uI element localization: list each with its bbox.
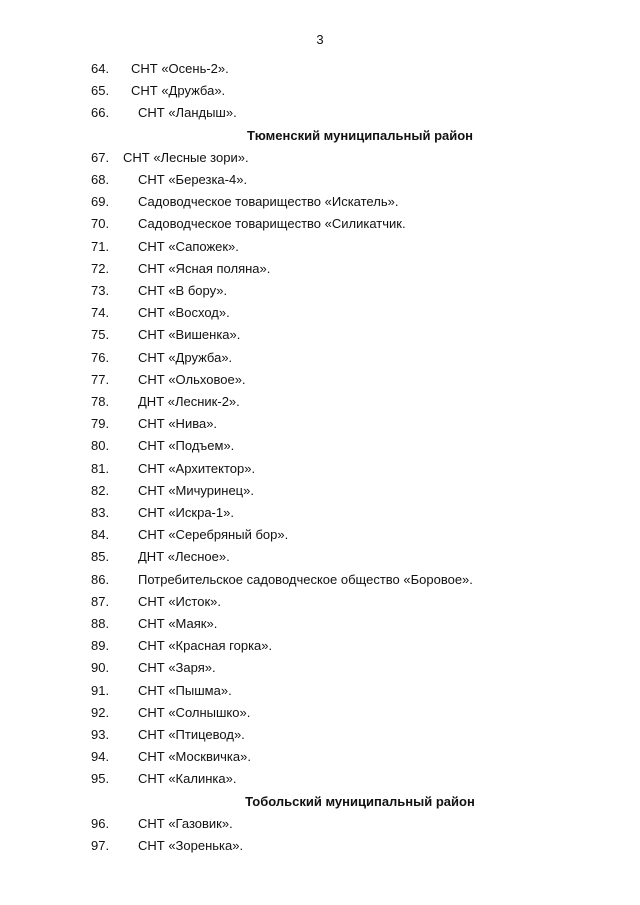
page-number: 3 [316, 32, 324, 47]
list-item-text: СНТ «Калинка». [138, 771, 237, 787]
list-item-number: 95. [91, 771, 110, 787]
list-item [0, 415, 640, 437]
list-item-number: 84. [91, 527, 110, 543]
list-item [0, 238, 640, 260]
list-item-number: 83. [91, 505, 110, 520]
list-item-text: СНТ «Дружба». [131, 83, 226, 99]
list-item-number: 96. [91, 815, 110, 831]
list-item-text: ДНТ «Лесник-2». [138, 394, 240, 409]
list-item-number: 72. [91, 260, 110, 276]
list-item [0, 326, 640, 348]
list-item-text: СНТ «Подъем». [138, 438, 235, 454]
list-item-number: 74. [91, 305, 110, 321]
list-item [0, 593, 640, 615]
list-item [0, 726, 640, 748]
list-item [0, 748, 640, 770]
list-item-text: СНТ «Газовик». [138, 815, 233, 831]
section-heading: Тобольский муниципальный район [245, 793, 475, 809]
list-item-number: 91. [91, 682, 110, 698]
list-item-number: 80. [91, 438, 110, 454]
list-item-number: 81. [91, 460, 110, 476]
list-item-text: СНТ «Красная горка». [138, 638, 273, 654]
list-item-number: 86. [91, 571, 110, 587]
list-item-number: 70. [91, 216, 110, 232]
list-item-text: СНТ «Серебряный бор». [138, 527, 289, 543]
list-item-text: СНТ «Сапожек». [138, 238, 239, 254]
list-item-text: Потребительское садоводческое общество «Боровое». [138, 571, 473, 587]
list-item [0, 304, 640, 326]
list-item [0, 82, 640, 104]
list-item [0, 482, 640, 504]
list-item-number: 97. [91, 838, 110, 853]
list-item [0, 437, 640, 459]
list-item-number: 69. [91, 194, 110, 210]
list-item-text: СНТ «Дружба». [138, 349, 233, 365]
list-item [0, 615, 640, 637]
list-item [0, 393, 640, 415]
list-item-number: 90. [91, 660, 110, 676]
list-item-text: Садоводческое товарищество «Силикатчик. [138, 216, 406, 232]
list-item-text: СНТ «Маяк». [138, 616, 218, 631]
list-item-number: 88. [91, 616, 110, 631]
list-item-text: СНТ «Вишенка». [138, 327, 241, 343]
list-item-number: 79. [91, 416, 110, 432]
list-item-text: СНТ «Ландыш». [138, 105, 237, 121]
list-item-text: СНТ «Мичуринец». [138, 482, 254, 498]
list-item-text: СНТ «Птицевод». [138, 727, 245, 742]
section-heading: Тюменский муниципальный район [246, 127, 474, 143]
list-item-text: СНТ «Лесные зори». [123, 149, 249, 165]
list-item [0, 215, 640, 237]
list-item [0, 659, 640, 681]
list-item [0, 815, 640, 837]
list-item [0, 371, 640, 393]
list-item [0, 526, 640, 548]
list-item [0, 349, 640, 371]
list-item [0, 704, 640, 726]
list-item-text: СНТ «Искра-1». [138, 505, 234, 520]
list-item-number: 68. [91, 172, 110, 187]
list-item-text: СНТ «Ольховое». [138, 371, 246, 387]
list-item-number: 82. [91, 482, 110, 498]
list-item-number: 73. [91, 283, 110, 298]
list-item-number: 85. [91, 549, 110, 565]
list-item-text: СНТ «Архитектор». [138, 460, 256, 476]
list-item-number: 89. [91, 638, 110, 654]
list-item-number: 78. [91, 394, 110, 409]
list-item [0, 460, 640, 482]
list-item [0, 504, 640, 526]
list-item-number: 92. [91, 704, 110, 720]
list-item-text: Садоводческое товарищество «Искатель». [138, 194, 399, 210]
list-item [0, 837, 640, 859]
list-item-number: 66. [91, 105, 110, 121]
list-item-number: 76. [91, 349, 110, 365]
list-item-text: СНТ «Пышма». [138, 682, 232, 698]
list-item [0, 193, 640, 215]
list-item-number: 94. [91, 749, 110, 765]
list-item [0, 171, 640, 193]
list-item [0, 548, 640, 570]
list-item-text: ДНТ «Лесное». [138, 549, 230, 565]
list-item [0, 571, 640, 593]
list-item [0, 60, 640, 82]
list-item-text: СНТ «Зоренька». [138, 838, 244, 853]
list-item [0, 104, 640, 126]
list-item-number: 87. [91, 593, 110, 609]
list-item-text: СНТ «Заря». [138, 660, 216, 676]
list-item-number: 65. [91, 83, 110, 99]
list-item-text: СНТ «Березка-4». [138, 172, 248, 187]
list-item-text: СНТ «Нива». [138, 416, 218, 432]
list-item-number: 75. [91, 327, 110, 343]
list-item [0, 637, 640, 659]
list-item [0, 282, 640, 304]
list-item [0, 149, 640, 171]
list-item-text: СНТ «Исток». [138, 593, 221, 609]
list-item [0, 682, 640, 704]
list-item-text: СНТ «Москвичка». [138, 749, 251, 765]
list-item-text: СНТ «В бору». [138, 283, 228, 298]
list-item-text: СНТ «Ясная поляна». [138, 260, 271, 276]
list-item-number: 71. [91, 238, 110, 254]
list-item [0, 770, 640, 792]
list-item [0, 260, 640, 282]
list-item-number: 64. [91, 61, 110, 76]
list-item-text: СНТ «Осень-2». [131, 61, 229, 76]
list-item-text: СНТ «Солнышко». [138, 704, 251, 720]
list-item-text: СНТ «Восход». [138, 305, 230, 321]
list-item-number: 93. [91, 727, 110, 742]
list-item-number: 67. [91, 149, 110, 165]
list-item-number: 77. [91, 371, 110, 387]
